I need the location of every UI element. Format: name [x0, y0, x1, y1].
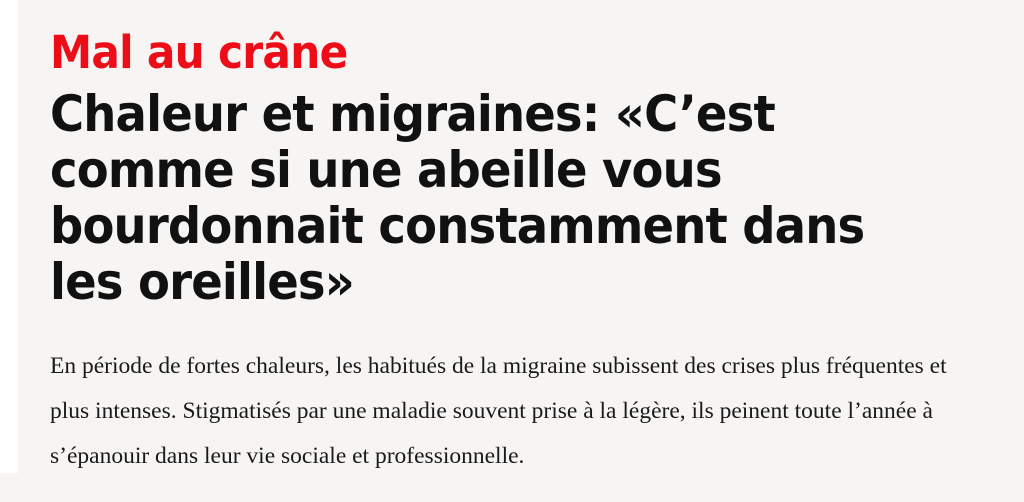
article-container	[50, 0, 980, 502]
article-kicker: Mal au crâne	[50, 26, 348, 79]
article-headline: Chaleur et migraines: «C’est comme si une abeille vous bourdonnait constamment dans les oreilles»	[50, 85, 865, 311]
article-lead-paragraph: En période de fortes chaleurs, les habitués de la migraine subissent des crises plus fréquentes et plus intenses. Stigmatisés par une maladie souvent prise à la légère, ils peinent toute l’année à s’épanouir dans leur vie sociale et professionnelle.	[50, 352, 947, 469]
left-margin-rule	[0, 0, 18, 473]
